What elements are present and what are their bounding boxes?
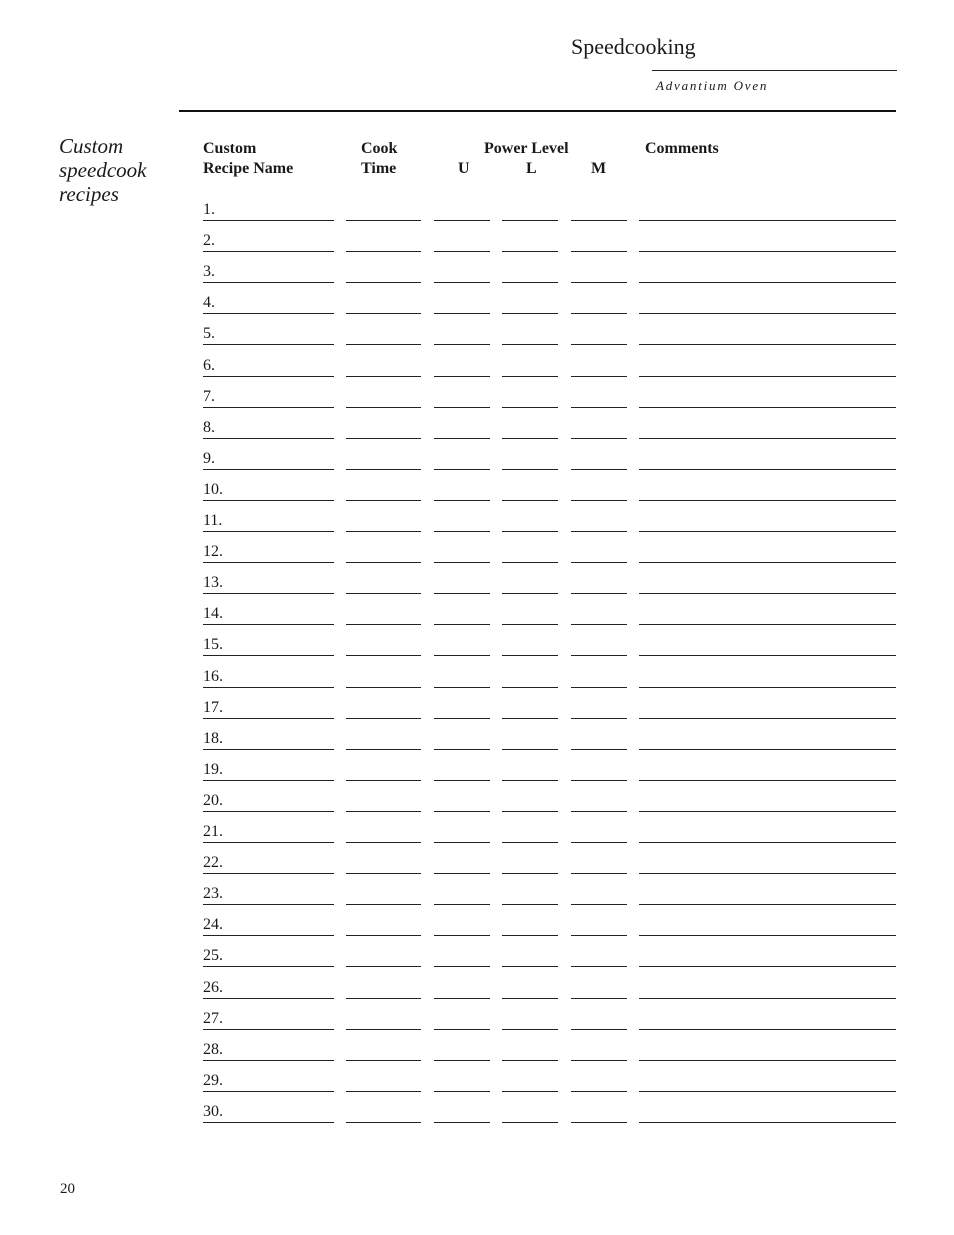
row-number: 23. [203,885,223,902]
table-row [0,759,954,781]
recipe-name-field[interactable] [203,749,334,750]
cook-time-field[interactable] [346,811,421,812]
column-header-cook-time [361,139,397,179]
comments-field[interactable] [639,593,896,594]
row-number: 14. [203,605,223,622]
table-row [0,1070,954,1092]
comments-field[interactable] [639,842,896,843]
comments-field[interactable] [639,407,896,408]
recipe-name-field[interactable] [203,811,334,812]
row-number: 22. [203,854,223,871]
table-row [0,1008,954,1030]
power-l-field[interactable] [502,1060,558,1061]
power-l-field[interactable] [502,562,558,563]
recipe-name-field[interactable] [203,873,334,874]
recipe-name-field[interactable] [203,531,334,532]
row-number: 27. [203,1010,223,1027]
power-l-field[interactable] [502,376,558,377]
row-number: 21. [203,823,223,840]
cook-time-field[interactable] [346,749,421,750]
comments-field[interactable] [639,344,896,345]
table-row [0,821,954,843]
row-number: 15. [203,636,223,653]
power-m-field[interactable] [571,500,627,501]
row-number: 30. [203,1103,223,1120]
recipe-name-field[interactable] [203,998,334,999]
power-l-field[interactable] [502,780,558,781]
power-m-field[interactable] [571,624,627,625]
power-l-field[interactable] [502,438,558,439]
recipe-name-field[interactable] [203,687,334,688]
table-row [0,697,954,719]
section-heading-line-3: recipes [59,182,119,206]
comments-field[interactable] [639,904,896,905]
recipe-name-field[interactable] [203,282,334,283]
comments-field[interactable] [639,438,896,439]
power-l-field[interactable] [502,1122,558,1123]
table-row [0,977,954,999]
recipe-name-field[interactable] [203,842,334,843]
cook-time-field[interactable] [346,376,421,377]
recipe-name-field[interactable] [203,500,334,501]
table-row [0,510,954,532]
section-heading [59,134,174,206]
column-header-cook-time-line-1: Cook [361,140,398,157]
table-row [0,790,954,812]
table-row [0,541,954,563]
comments-field[interactable] [639,780,896,781]
power-l-field[interactable] [502,966,558,967]
comments-field[interactable] [639,313,896,314]
table-row [0,417,954,439]
power-u-field[interactable] [434,873,490,874]
cook-time-field[interactable] [346,251,421,252]
power-u-field[interactable] [434,687,490,688]
cook-time-field[interactable] [346,718,421,719]
row-number: 5. [203,325,215,342]
power-l-field[interactable] [502,811,558,812]
power-m-field[interactable] [571,1029,627,1030]
section-heading-line-2: speedcook [59,158,147,182]
table-row [0,1039,954,1061]
row-number: 12. [203,543,223,560]
power-l-field[interactable] [502,904,558,905]
recipe-name-field[interactable] [203,593,334,594]
row-number: 4. [203,294,215,311]
cook-time-field[interactable] [346,593,421,594]
power-m-field[interactable] [571,687,627,688]
cook-time-field[interactable] [346,500,421,501]
comments-field[interactable] [639,998,896,999]
power-u-field[interactable] [434,904,490,905]
power-u-field[interactable] [434,655,490,656]
power-u-field[interactable] [434,718,490,719]
column-header-power-m: M [591,160,607,177]
power-u-field[interactable] [434,1091,490,1092]
table-row [0,448,954,470]
recipe-name-field[interactable] [203,1091,334,1092]
recipe-name-field[interactable] [203,904,334,905]
power-l-field[interactable] [502,593,558,594]
power-u-field[interactable] [434,1060,490,1061]
column-header-comments: Comments [645,140,719,157]
power-l-field[interactable] [502,935,558,936]
recipe-name-field[interactable] [203,469,334,470]
comments-field[interactable] [639,718,896,719]
power-u-field[interactable] [434,624,490,625]
power-m-field[interactable] [571,376,627,377]
power-u-field[interactable] [434,1122,490,1123]
table-row [0,914,954,936]
comments-field[interactable] [639,1060,896,1061]
cook-time-field[interactable] [346,966,421,967]
cook-time-field[interactable] [346,935,421,936]
power-m-field[interactable] [571,313,627,314]
power-l-field[interactable] [502,1029,558,1030]
row-number: 18. [203,730,223,747]
recipe-name-field[interactable] [203,376,334,377]
column-header-recipe-name-line-1: Custom [203,140,257,157]
power-u-field[interactable] [434,842,490,843]
power-l-field[interactable] [502,718,558,719]
row-number: 6. [203,357,215,374]
table-row [0,1101,954,1123]
row-number: 3. [203,263,215,280]
cook-time-field[interactable] [346,624,421,625]
comments-field[interactable] [639,531,896,532]
table-row [0,261,954,283]
cook-time-field[interactable] [346,998,421,999]
cook-time-field[interactable] [346,282,421,283]
comments-field[interactable] [639,251,896,252]
row-number: 29. [203,1072,223,1089]
power-l-field[interactable] [502,282,558,283]
header-divider-thin [652,70,897,71]
power-l-field[interactable] [502,531,558,532]
recipe-name-field[interactable] [203,624,334,625]
recipe-name-field[interactable] [203,407,334,408]
row-number: 7. [203,388,215,405]
recipe-name-field[interactable] [203,718,334,719]
power-u-field[interactable] [434,531,490,532]
power-u-field[interactable] [434,562,490,563]
row-number: 28. [203,1041,223,1058]
cook-time-field[interactable] [346,1091,421,1092]
page-number: 20 [60,1181,75,1197]
recipe-name-field[interactable] [203,1029,334,1030]
power-u-field[interactable] [434,469,490,470]
power-u-field[interactable] [434,780,490,781]
cook-time-field[interactable] [346,873,421,874]
power-u-field[interactable] [434,593,490,594]
cook-time-field[interactable] [346,655,421,656]
recipe-name-field[interactable] [203,251,334,252]
power-u-field[interactable] [434,251,490,252]
comments-field[interactable] [639,624,896,625]
column-header-power-level: Power Level [484,140,569,157]
power-u-field[interactable] [434,313,490,314]
comments-field[interactable] [639,1029,896,1030]
cook-time-field[interactable] [346,687,421,688]
power-l-field[interactable] [502,469,558,470]
cook-time-field[interactable] [346,220,421,221]
power-m-field[interactable] [571,407,627,408]
comments-field[interactable] [639,469,896,470]
table-row [0,386,954,408]
power-l-field[interactable] [502,1091,558,1092]
cook-time-field[interactable] [346,438,421,439]
power-m-field[interactable] [571,220,627,221]
recipe-name-field[interactable] [203,313,334,314]
table-row [0,230,954,252]
recipe-name-field[interactable] [203,966,334,967]
power-l-field[interactable] [502,749,558,750]
power-m-field[interactable] [571,562,627,563]
table-row [0,199,954,221]
recipe-name-field[interactable] [203,1122,334,1123]
power-l-field[interactable] [502,313,558,314]
cook-time-field[interactable] [346,904,421,905]
power-m-field[interactable] [571,593,627,594]
power-u-field[interactable] [434,500,490,501]
table-row [0,572,954,594]
power-u-field[interactable] [434,998,490,999]
column-header-cook-time-line-2: Time [361,160,397,177]
comments-field[interactable] [639,1091,896,1092]
power-l-field[interactable] [502,655,558,656]
column-header-recipe-name [203,139,293,179]
comments-field[interactable] [639,1122,896,1123]
power-u-field[interactable] [434,935,490,936]
power-m-field[interactable] [571,282,627,283]
power-m-field[interactable] [571,655,627,656]
power-m-field[interactable] [571,811,627,812]
comments-field[interactable] [639,873,896,874]
comments-field[interactable] [639,562,896,563]
comments-field[interactable] [639,811,896,812]
cook-time-field[interactable] [346,780,421,781]
cook-time-field[interactable] [346,842,421,843]
table-row [0,852,954,874]
power-m-field[interactable] [571,531,627,532]
power-u-field[interactable] [434,1029,490,1030]
recipe-name-field[interactable] [203,655,334,656]
cook-time-field[interactable] [346,1060,421,1061]
power-u-field[interactable] [434,966,490,967]
column-header-recipe-name-line-2: Recipe Name [203,160,294,177]
row-number: 20. [203,792,223,809]
power-u-field[interactable] [434,282,490,283]
row-number: 16. [203,668,223,685]
power-l-field[interactable] [502,220,558,221]
table-row [0,603,954,625]
table-row [0,292,954,314]
power-u-field[interactable] [434,344,490,345]
power-m-field[interactable] [571,904,627,905]
power-u-field[interactable] [434,407,490,408]
comments-field[interactable] [639,376,896,377]
row-number: 2. [203,232,215,249]
column-header-power-l: L [526,160,537,177]
power-u-field[interactable] [434,376,490,377]
table-row [0,728,954,750]
row-number: 9. [203,450,215,467]
power-l-field[interactable] [502,873,558,874]
power-m-field[interactable] [571,873,627,874]
column-header-power-u: U [458,160,470,177]
power-l-field[interactable] [502,407,558,408]
cook-time-field[interactable] [346,469,421,470]
page-title: Speedcooking [571,34,696,59]
power-l-field[interactable] [502,687,558,688]
cook-time-field[interactable] [346,531,421,532]
row-number: 17. [203,699,223,716]
table-row [0,479,954,501]
power-m-field[interactable] [571,438,627,439]
power-m-field[interactable] [571,780,627,781]
comments-field[interactable] [639,655,896,656]
row-number: 19. [203,761,223,778]
power-u-field[interactable] [434,811,490,812]
power-m-field[interactable] [571,749,627,750]
row-number: 24. [203,916,223,933]
power-m-field[interactable] [571,935,627,936]
page-subtitle: Advantium Oven [656,78,769,93]
section-heading-line-1: Custom [59,134,124,158]
comments-field[interactable] [639,935,896,936]
power-l-field[interactable] [502,500,558,501]
comments-field[interactable] [639,220,896,221]
power-l-field[interactable] [502,998,558,999]
comments-field[interactable] [639,749,896,750]
power-m-field[interactable] [571,251,627,252]
table-row [0,355,954,377]
power-u-field[interactable] [434,438,490,439]
recipe-name-field[interactable] [203,780,334,781]
table-row [0,883,954,905]
cook-time-field[interactable] [346,1029,421,1030]
power-m-field[interactable] [571,1091,627,1092]
cook-time-field[interactable] [346,313,421,314]
power-l-field[interactable] [502,344,558,345]
power-u-field[interactable] [434,220,490,221]
table-row [0,634,954,656]
row-number: 10. [203,481,223,498]
power-l-field[interactable] [502,251,558,252]
table-row [0,323,954,345]
comments-field[interactable] [639,687,896,688]
cook-time-field[interactable] [346,344,421,345]
recipe-name-field[interactable] [203,220,334,221]
comments-field[interactable] [639,282,896,283]
row-number: 8. [203,419,215,436]
cook-time-field[interactable] [346,407,421,408]
power-m-field[interactable] [571,1060,627,1061]
power-l-field[interactable] [502,842,558,843]
power-m-field[interactable] [571,718,627,719]
row-number: 1. [203,201,215,218]
recipe-name-field[interactable] [203,438,334,439]
power-m-field[interactable] [571,966,627,967]
table-row [0,666,954,688]
row-number: 26. [203,979,223,996]
recipe-name-field[interactable] [203,562,334,563]
recipe-name-field[interactable] [203,1060,334,1061]
power-m-field[interactable] [571,469,627,470]
power-l-field[interactable] [502,624,558,625]
power-m-field[interactable] [571,1122,627,1123]
power-m-field[interactable] [571,998,627,999]
power-m-field[interactable] [571,344,627,345]
cook-time-field[interactable] [346,562,421,563]
header-divider-thick [179,110,896,112]
recipe-name-field[interactable] [203,344,334,345]
cook-time-field[interactable] [346,1122,421,1123]
recipe-name-field[interactable] [203,935,334,936]
row-number: 25. [203,947,223,964]
table-row [0,945,954,967]
comments-field[interactable] [639,500,896,501]
power-m-field[interactable] [571,842,627,843]
power-u-field[interactable] [434,749,490,750]
comments-field[interactable] [639,966,896,967]
row-number: 13. [203,574,223,591]
row-number: 11. [203,512,223,529]
